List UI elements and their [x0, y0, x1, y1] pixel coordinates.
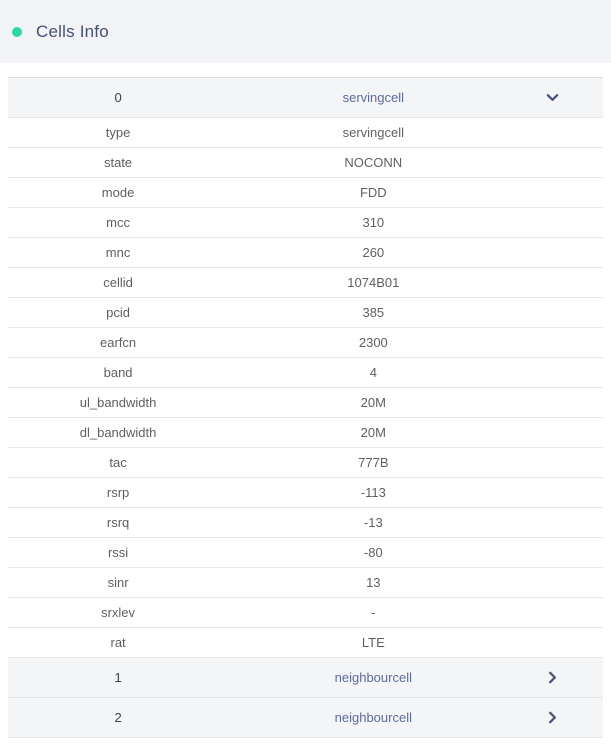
row-key: rat: [110, 635, 126, 650]
group-row-neighbourcell-1[interactable]: [8, 658, 603, 698]
row-key: mode: [101, 185, 135, 200]
table-row: [8, 358, 603, 388]
table-row: [8, 508, 603, 538]
row-value: 4: [369, 365, 377, 380]
group-index: 0: [114, 90, 122, 105]
status-dot-icon: [12, 27, 22, 37]
group-label-link[interactable]: servingcell: [342, 90, 405, 105]
row-key: ul_bandwidth: [79, 395, 157, 410]
row-key: mnc: [105, 245, 131, 260]
row-value: -13: [363, 515, 383, 530]
table-row: [8, 298, 603, 328]
table-row: [8, 268, 603, 298]
chevron-down-icon[interactable]: [519, 90, 603, 105]
table-row: [8, 418, 603, 448]
row-value: 13: [366, 575, 381, 590]
row-value: 20M: [360, 425, 386, 440]
group-index: 2: [114, 710, 122, 725]
row-value: FDD: [359, 185, 387, 200]
table-row: [8, 628, 603, 658]
row-key: state: [103, 155, 133, 170]
row-value: NOCONN: [344, 155, 403, 170]
row-value: 20M: [360, 395, 386, 410]
row-value: 310: [362, 215, 385, 230]
group-label-link[interactable]: neighbourcell: [334, 710, 412, 725]
row-value: 260: [362, 245, 385, 260]
row-key: band: [103, 365, 133, 380]
table-row: [8, 118, 603, 148]
panel-header: [0, 0, 611, 63]
row-value: 2300: [358, 335, 388, 350]
table-row: [8, 148, 603, 178]
row-key: mcc: [106, 215, 130, 230]
row-value: -80: [363, 545, 383, 560]
row-value: LTE: [361, 635, 385, 650]
row-key: srxlev: [101, 605, 136, 620]
row-key: type: [105, 125, 131, 140]
row-key: rssi: [107, 545, 129, 560]
chevron-right-icon[interactable]: [519, 670, 603, 685]
group-label-link[interactable]: neighbourcell: [334, 670, 412, 685]
group-index: 1: [114, 670, 122, 685]
row-key: pcid: [106, 305, 130, 320]
row-value: servingcell: [342, 125, 405, 140]
table-row: [8, 238, 603, 268]
table-row: [8, 178, 603, 208]
cells-info-table: [8, 77, 603, 738]
row-value: -113: [360, 485, 386, 500]
row-key: sinr: [107, 575, 129, 590]
row-value: -: [371, 605, 376, 620]
chevron-right-icon[interactable]: [519, 710, 603, 725]
row-value: 1074B01: [347, 275, 400, 290]
row-key: tac: [109, 455, 127, 470]
table-row: [8, 388, 603, 418]
table-row: [8, 538, 603, 568]
table-row: [8, 328, 603, 358]
row-key: rsrq: [106, 515, 130, 530]
panel-title: Cells Info: [36, 21, 109, 41]
group-row-neighbourcell-2[interactable]: [8, 698, 603, 738]
row-value: 385: [362, 305, 385, 320]
row-key: earfcn: [100, 335, 137, 350]
row-key: dl_bandwidth: [79, 425, 157, 440]
row-value: 777B: [358, 455, 389, 470]
table-row: [8, 568, 603, 598]
table-row: [8, 478, 603, 508]
group-row-servingcell-0[interactable]: [8, 78, 603, 118]
row-key: cellid: [103, 275, 133, 290]
table-row: [8, 208, 603, 238]
table-row: [8, 448, 603, 478]
table-row: [8, 598, 603, 628]
row-key: rsrp: [106, 485, 130, 500]
